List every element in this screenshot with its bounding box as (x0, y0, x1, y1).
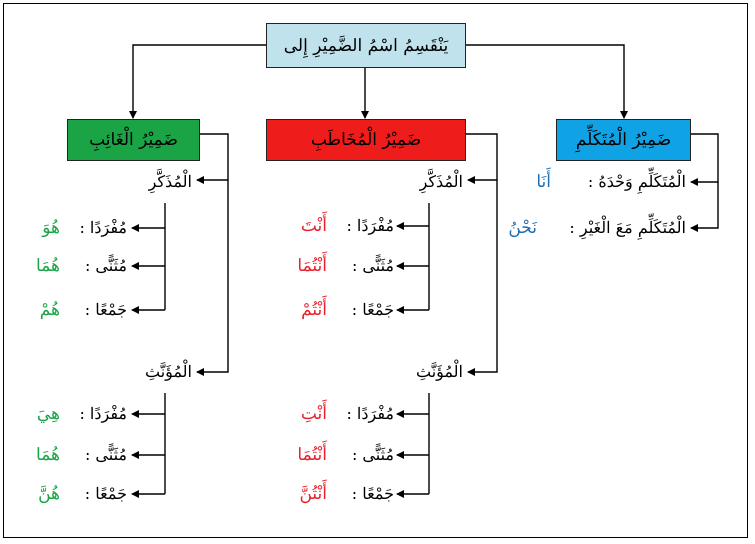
ghaib-masc-row-2-pronoun: هُمَا (36, 256, 60, 276)
arrow-ghaib-feminine (197, 180, 228, 372)
arrow-mutakallim-1 (691, 134, 718, 182)
mutakallim-item-2-pronoun: نَحْنُ (508, 218, 537, 238)
mutakallim-item-1-pronoun: أَنَا (536, 172, 551, 192)
mukh-masc-row-2-label: مُثَنًّى : (351, 256, 394, 275)
mukh-masc-row-1-label: مُفْرَدًا : (346, 216, 394, 235)
root-label: يَنْقَسِمُ اسْمُ الضَّمِيْرِ إِلى (283, 35, 449, 56)
ghaib-fem-row-3-label: جَمْعًا : (84, 484, 127, 503)
ghaib-feminine-label: الْمُؤَنَّثِ (145, 362, 192, 381)
category-mukhatab (266, 119, 466, 161)
mukh-fem-row-2-label: مُثَنًّى : (351, 445, 394, 464)
mukh-fem-row-1-label: مُفْرَدًا : (346, 404, 394, 423)
arrow-mukhatab-masculine (466, 134, 497, 180)
arrow-root-to-mutakallim (466, 45, 624, 118)
ghaib-masc-row-2-label: مُثَنًّى : (84, 256, 127, 275)
mukh-masc-row-2-pronoun: أَنْتُمَا (297, 256, 327, 276)
ghaib-masc-row-3-pronoun: هُمْ (39, 300, 60, 320)
arrow-root-to-ghaib (133, 45, 266, 118)
ghaib-masc-row-1-pronoun: هُوَ (42, 218, 60, 238)
mukh-fem-row-2-pronoun: أَنْتُمَا (297, 445, 327, 465)
ghaib-fem-row-3-pronoun: هُنَّ (38, 484, 60, 504)
mutakallim-item-1-label: الْمُتَكَلِّمِ وَحْدَهُ : (587, 172, 686, 191)
ghaib-masc-row-3-label: جَمْعًا : (84, 300, 127, 319)
mutakallim-item-2-label: الْمُتَكَلِّمِ مَعَ الْغَيْرِ : (569, 218, 686, 237)
arrow-mukhatab-feminine (468, 180, 497, 372)
root-box (266, 23, 466, 68)
ghaib-masculine-label: الْمُذَكَّرِ (148, 172, 192, 191)
category-ghaib (67, 119, 200, 161)
mukh-masc-row-3-pronoun: أَنْتُمْ (301, 300, 327, 320)
category-mukhatab-label: ضَمِيْرُ الْمُخَاطَبِ (310, 130, 422, 150)
mukh-fem-row-3-pronoun: أَنْتُنَّ (299, 484, 327, 504)
category-mutakallim-label: ضَمِيْرُ الْمُتَكَلِّمِ (575, 130, 672, 150)
ghaib-masc-row-1-label: مُفْرَدًا : (79, 218, 127, 237)
arrow-ghaib-masculine (197, 134, 228, 180)
category-mutakallim (556, 119, 691, 161)
mukh-masc-row-1-pronoun: أَنْتَ (300, 216, 327, 236)
ghaib-fem-row-1-label: مُفْرَدًا : (79, 404, 127, 423)
mukhatab-feminine-label: الْمُؤَنَّثِ (416, 362, 463, 381)
ghaib-fem-row-1-pronoun: هِيَ (36, 404, 60, 424)
ghaib-fem-row-2-pronoun: هُمَا (36, 445, 60, 465)
mukhatab-masculine-label: الْمُذَكَّرِ (419, 172, 463, 191)
arrow-mutakallim-2 (691, 182, 718, 228)
mukh-fem-row-1-pronoun: أَنْتِ (300, 404, 327, 424)
category-ghaib-label: ضَمِيْرُ الْغَائِبِ (89, 130, 178, 150)
mukh-masc-row-3-label: جَمْعًا : (351, 300, 394, 319)
ghaib-fem-row-2-label: مُثَنًّى : (84, 445, 127, 464)
mukh-fem-row-3-label: جَمْعًا : (351, 484, 394, 503)
